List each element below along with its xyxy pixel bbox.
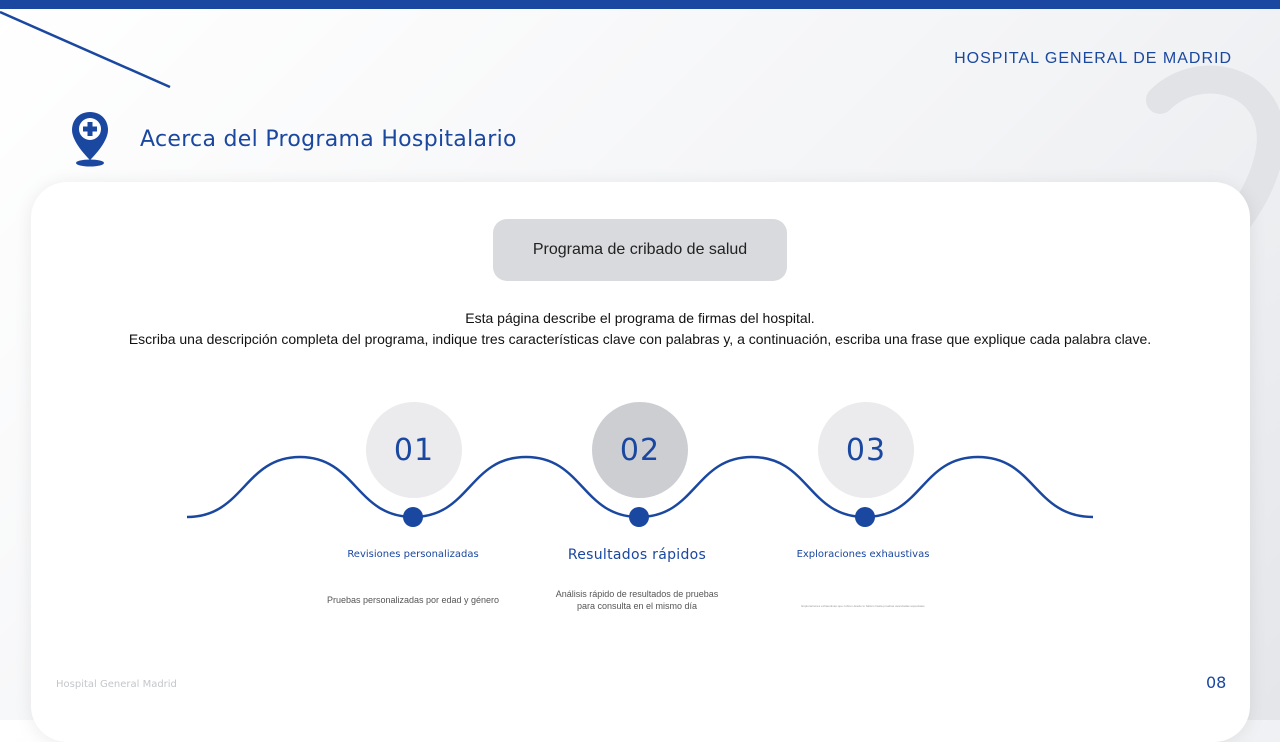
step-3-number-circle: 03 <box>818 402 914 498</box>
step-2-number-circle: 02 <box>592 402 688 498</box>
step-1-title: Revisiones personalizadas <box>347 549 479 560</box>
step-3-description: Exploraciones exhaustivas que cubren desde lo básico hasta pruebas avanzadas especiales <box>801 604 925 608</box>
step-1-number-circle: 01 <box>366 402 462 498</box>
description-line-2: Escriba una descripción completa del programa, indique tres características clave con palabras y, a continuación, escriba una frase que explique cada palabra clave. <box>128 331 1152 347</box>
description-line-1: Esta página describe el programa de firmas del hospital. <box>465 310 815 326</box>
step-1-description: Pruebas personalizadas por edad y género <box>326 595 500 605</box>
step-2-description-line-2: para consulta en el mismo día <box>576 601 698 611</box>
step-2-dot <box>629 507 649 527</box>
hospital-name: HOSPITAL GENERAL DE MADRID <box>954 50 1232 67</box>
page-number: 08 <box>1206 673 1227 692</box>
step-3-title: Exploraciones exhaustivas <box>796 549 930 560</box>
step-2-description <box>527 588 747 612</box>
step-3-dot <box>855 507 875 527</box>
page-title: Acerca del Programa Hospitalario <box>140 127 517 152</box>
program-pill: Programa de cribado de salud <box>493 219 787 281</box>
step-2-title: Resultados rápidos <box>567 547 707 563</box>
step-2-description-line-1: Análisis rápido de resultados de pruebas <box>555 589 719 599</box>
step-1-dot <box>403 507 423 527</box>
footer-hospital-name: Hospital General Madrid <box>56 679 177 690</box>
